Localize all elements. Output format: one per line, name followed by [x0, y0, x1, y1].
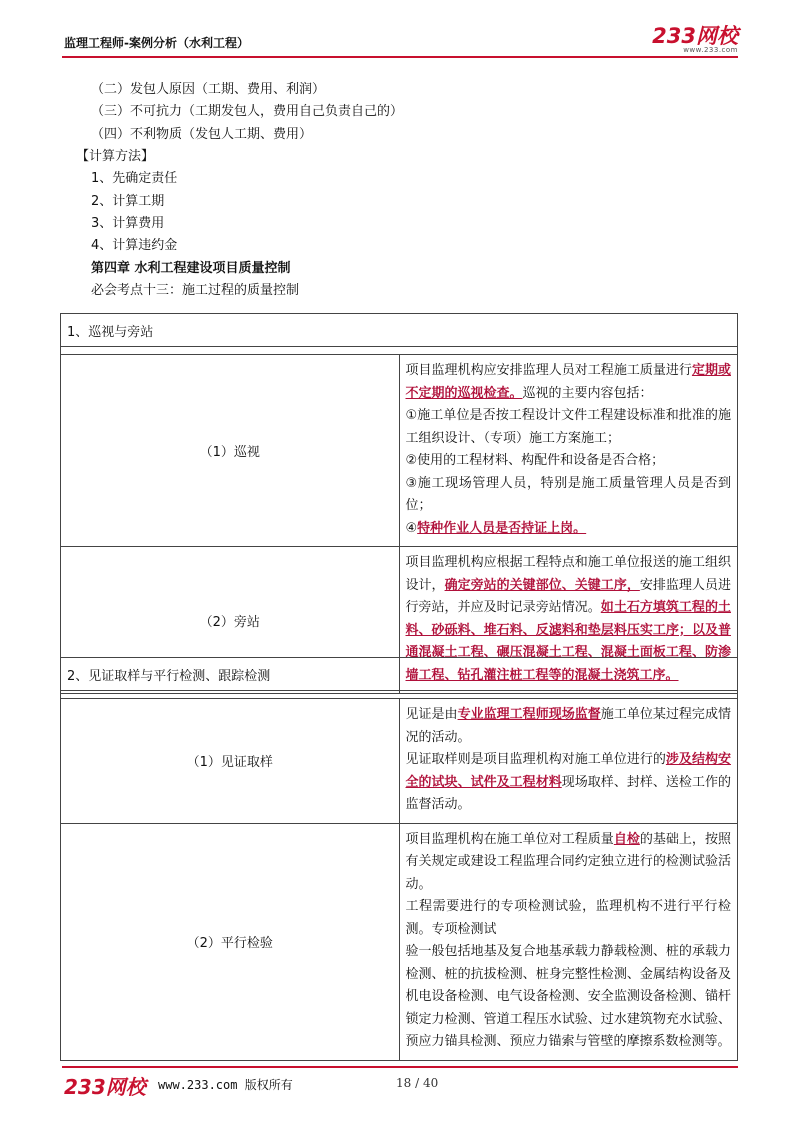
content-text: 项目监理机构应根据工程特点和施工单位报送的施工组织设计，	[405, 555, 731, 593]
list-item: ②使用的工程材料、构配件和设备是否合格；	[405, 453, 665, 468]
intro-line: 3、计算费用	[91, 216, 165, 231]
list-item-prefix: ④	[405, 520, 418, 536]
row-content	[399, 699, 738, 824]
content-text: 安排监理人员进行旁站，并应及时记录旁站情况。	[405, 577, 731, 615]
row-label: （1）见证取样	[61, 699, 400, 824]
row-content	[399, 823, 738, 1060]
row-content	[399, 355, 738, 547]
sampling-table	[60, 657, 738, 1061]
row-label: （1）巡视	[61, 355, 400, 547]
list-item: ①施工单位是否按工程设计文件工程建设标准和批准的施工组织设计、（专项）施工方案施工；	[405, 408, 731, 446]
content-text: 巡视的主要内容包括：	[522, 385, 653, 401]
document-title: 监理工程师-案例分析（水利工程）	[64, 36, 249, 50]
intro-line: 4、计算违约金	[91, 238, 178, 253]
content-text: 见证取样则是项目监理机构对施工单位进行的	[405, 752, 666, 767]
intro-line: （二）发包人原因（工期、费用、利润）	[91, 82, 326, 97]
highlight-text: 专业监理工程师现场监督	[457, 707, 601, 722]
table-row	[61, 699, 738, 824]
content-text: 的基础上，按照有关规定或建设工程监理合同约定独立进行的检测试验活动。	[405, 831, 731, 892]
footer-site-copyright: www.233.com 版权所有	[158, 1078, 293, 1092]
footer-logo[interactable]: 233网校	[64, 1075, 146, 1099]
highlight-text: 定期或不定期的巡视检查。	[405, 363, 731, 401]
highlight-text: 确定旁站的关键部位、关键工序，	[444, 577, 640, 593]
brand-logo[interactable]	[652, 26, 738, 54]
row-label: （2）旁站	[61, 547, 400, 694]
highlight-text: 如土石方填筑工程的土料、砂砾料、堆石料、反滤料和垫层料压实工序；以及普通混凝土工程、碾压混凝土工程、混凝土面板工程、防渗墙工程、钻孔灌注桩工程等的混凝土浇筑工序。	[405, 600, 731, 683]
page-separator: /	[415, 1076, 420, 1090]
table-header: 1、巡视与旁站	[61, 314, 738, 347]
chapter-title: 第四章 水利工程建设项目质量控制	[91, 261, 291, 276]
brand-logo-url: www.233.com	[683, 46, 738, 54]
key-point-title: 必会考点十三：施工过程的质量控制	[91, 283, 300, 298]
content-text: 现场取样、封样、送检工作的监督活动。	[405, 774, 731, 812]
intro-line: 2、计算工期	[91, 194, 165, 209]
highlight-text: 自检	[613, 831, 640, 847]
intro-line: （三）不可抗力（工期发包人，费用自己负责自己的）	[91, 104, 404, 119]
content-text: 见证是由	[405, 707, 458, 722]
page-total: 40	[422, 1076, 439, 1090]
footer-divider	[62, 1066, 738, 1068]
table-header: 2、见证取样与平行检测、跟踪检测	[61, 658, 738, 691]
inspection-table	[60, 313, 738, 694]
page-footer	[62, 1074, 738, 1099]
table-gap	[61, 691, 738, 699]
highlight-text: 特种作业人员是否持证上岗。	[417, 520, 587, 536]
header-divider	[62, 56, 738, 58]
intro-line: （四）不利物质（发包人工期、费用）	[91, 127, 313, 142]
table-row	[61, 823, 738, 1060]
page-current: 18	[396, 1076, 412, 1090]
row-label: （2）平行检验	[61, 823, 400, 1060]
brand-logo-text: 233网校	[652, 24, 738, 48]
table-gap	[61, 347, 738, 355]
table-row	[61, 355, 738, 547]
content-text: 工程需要进行的专项检测试验，监理机构不进行平行检测。专项检测试	[405, 899, 731, 937]
content-text: 项目监理机构在施工单位对工程质量	[405, 831, 614, 847]
content-text: 施工单位某过程完成情况的活动。	[405, 707, 731, 745]
intro-line: 【计算方法】	[76, 149, 155, 164]
highlight-text: 涉及结构安全的试块、试件及工程材料	[405, 752, 731, 790]
page-number	[396, 1076, 438, 1090]
intro-line: 1、先确定责任	[91, 171, 178, 186]
content-text: 项目监理机构应安排监理人员对工程施工质量进行	[405, 363, 692, 378]
page-header	[62, 22, 738, 56]
content-text: 验一般包括地基及复合地基承载力静载检测、桩的承载力检测、桩的抗拔检测、桩身完整性检测、金属结构设备及机电设备检测、电气设备检测、安全监测设备检测、锚杆锁定力检测、管道工程压水试验、过水建筑物充水试验、预应力锚具检测、预应力锚索与管壁的摩擦系数检测等。	[405, 944, 731, 1049]
list-item: ③施工现场管理人员，特别是施工质量管理人员是否到位；	[405, 475, 731, 513]
